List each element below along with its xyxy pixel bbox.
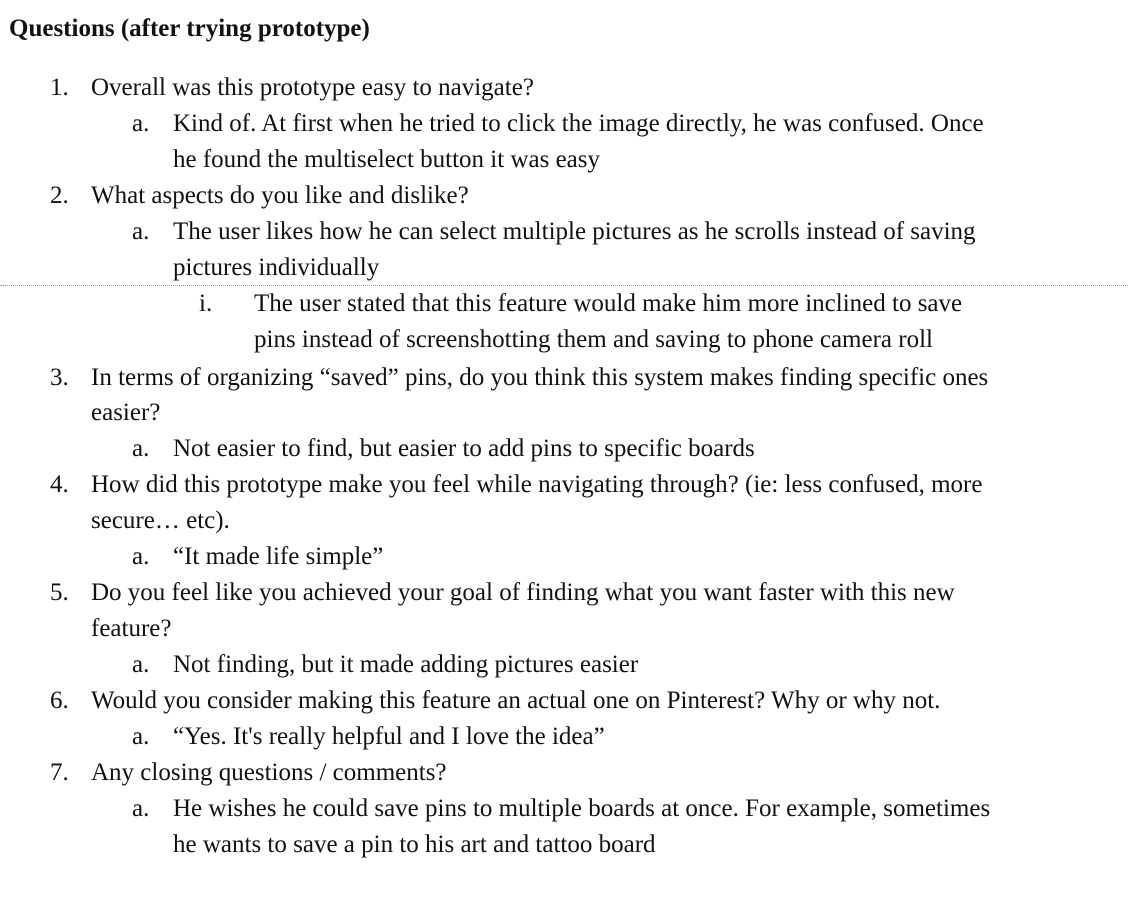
question-text: easier?: [91, 399, 161, 426]
answer-marker: a.: [132, 543, 150, 570]
answer-text: “Yes. It's really helpful and I love the idea”: [173, 723, 605, 750]
answer-marker: a.: [132, 435, 150, 462]
answer-marker: a.: [132, 651, 150, 678]
answer-text: pictures individually: [173, 254, 380, 281]
answer-marker: a.: [132, 723, 150, 750]
answer-text: he found the multiselect button it was easy: [173, 146, 600, 173]
question-number: 2.: [50, 182, 69, 209]
question-text: feature?: [91, 615, 172, 642]
sub-answer-marker: i.: [199, 290, 213, 317]
question-text: Overall was this prototype easy to navigate?: [91, 74, 534, 101]
question-text: Do you feel like you achieved your goal of finding what you want faster with this new: [91, 579, 955, 606]
question-text: secure… etc).: [91, 507, 230, 534]
answer-text: he wants to save a pin to his art and tattoo board: [173, 831, 656, 858]
sub-answer-text: pins instead of screenshotting them and saving to phone camera roll: [254, 326, 933, 353]
answer-text: “It made life simple”: [173, 543, 384, 570]
question-number: 5.: [50, 579, 69, 606]
question-number: 7.: [50, 759, 69, 786]
sub-answer-text: The user stated that this feature would make him more inclined to save: [254, 290, 963, 317]
question-text: Any closing questions / comments?: [91, 759, 447, 786]
answer-text: He wishes he could save pins to multiple boards at once. For example, sometimes: [173, 795, 991, 822]
answer-text: Not finding, but it made adding pictures easier: [173, 651, 639, 678]
question-text: How did this prototype make you feel while navigating through? (ie: less confused, more: [91, 471, 983, 498]
answer-text: The user likes how he can select multiple pictures as he scrolls instead of saving: [173, 218, 976, 245]
answer-marker: a.: [132, 218, 150, 245]
question-number: 6.: [50, 687, 69, 714]
question-number: 4.: [50, 471, 69, 498]
question-text: What aspects do you like and dislike?: [91, 182, 469, 209]
answer-marker: a.: [132, 795, 150, 822]
question-text: Would you consider making this feature an actual one on Pinterest? Why or why not.: [91, 687, 941, 714]
page-heading: Questions (after trying prototype): [9, 15, 370, 42]
question-number: 1.: [50, 74, 69, 101]
answer-text: Not easier to find, but easier to add pins to specific boards: [173, 435, 755, 462]
question-number: 3.: [50, 364, 69, 391]
question-text: In terms of organizing “saved” pins, do you think this system makes finding specific ones: [91, 364, 989, 391]
answer-marker: a.: [132, 110, 150, 137]
answer-text: Kind of. At first when he tried to click the image directly, he was confused. Once: [173, 110, 984, 137]
